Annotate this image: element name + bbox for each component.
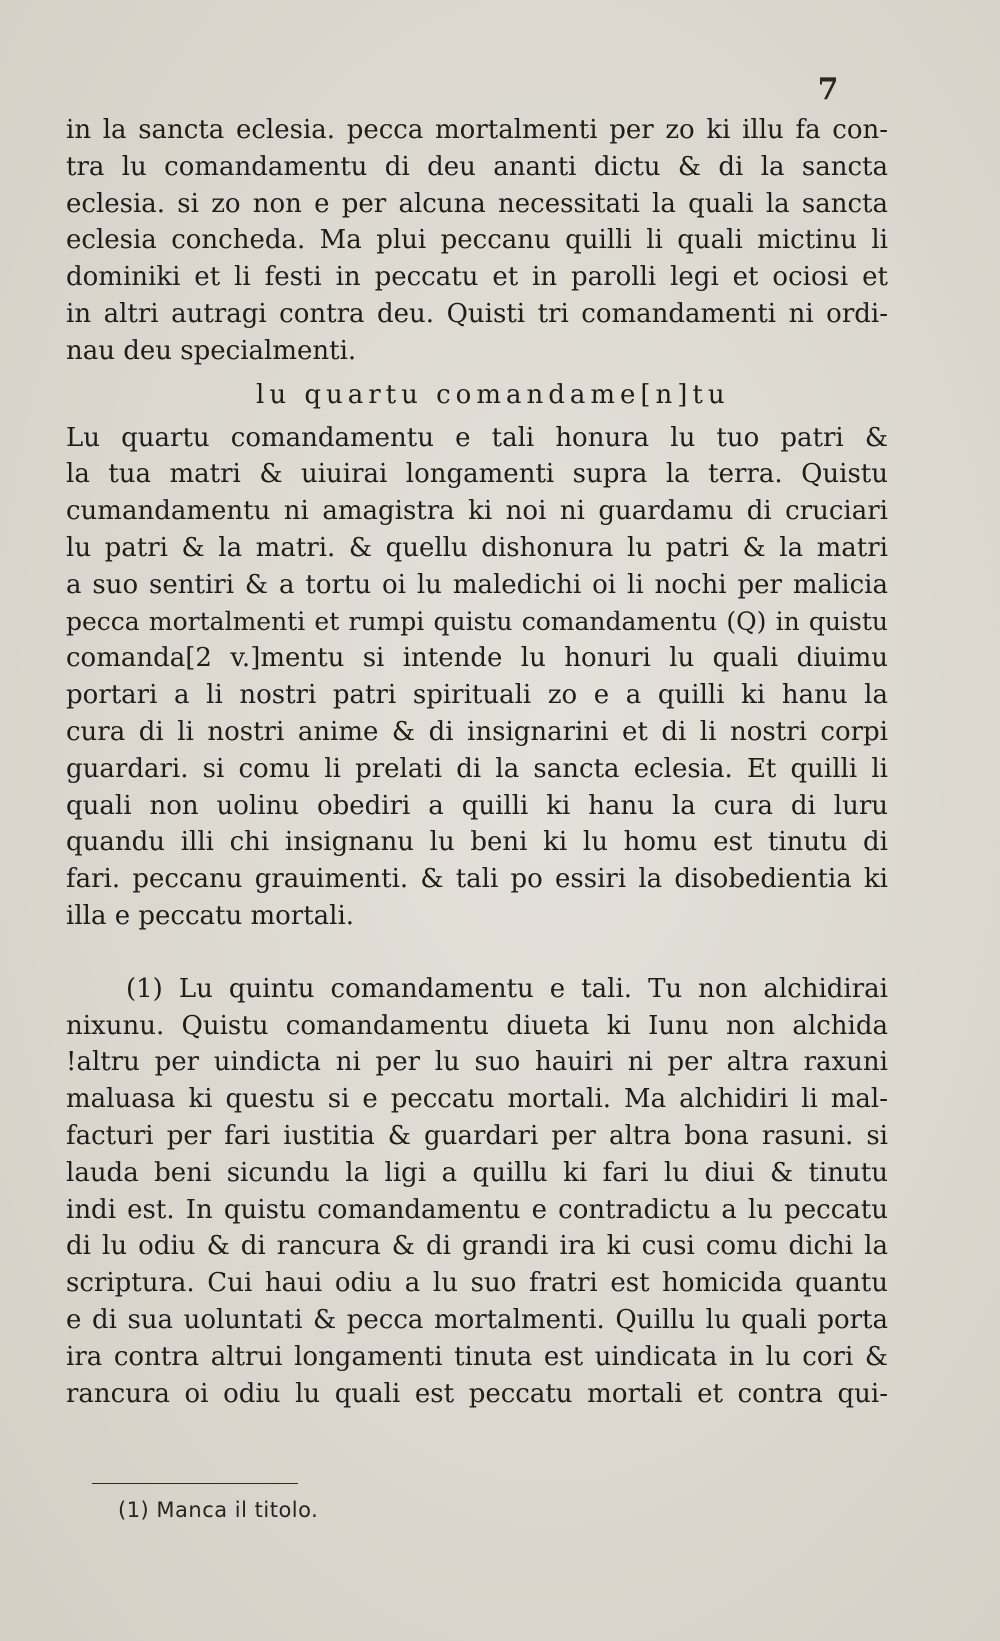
- text-line: dominiki et li festi in peccatu et in parolli legi et ociosi et: [66, 262, 888, 293]
- text-line: (1) Lu quintu comandamentu e tali. Tu non alchidirai: [126, 973, 888, 1004]
- paragraph-1: [66, 112, 888, 370]
- text-line: nixunu. Quistu comandamentu diueta ki Iunu non alchida: [66, 1010, 888, 1041]
- text-line: di lu odiu & di rancura & di grandi ira ki cusi comu dichi la: [66, 1231, 888, 1262]
- text-line: la tua matri & uiuirai longamenti supra la terra. Quistu: [66, 459, 888, 490]
- text-line: !altru per uindicta ni per lu suo hauiri ni per altra raxuni: [66, 1047, 888, 1078]
- text-line: maluasa ki questu si e peccatu mortali. Ma alchidiri li mal-: [66, 1084, 888, 1115]
- section-heading: lu quartu comandame[n]tu: [256, 379, 730, 410]
- page-number: 7: [817, 72, 839, 107]
- footnote: (1) Manca il titolo.: [118, 1498, 319, 1522]
- text-line: lauda beni sicundu la ligi a quillu ki fari lu diui & tinutu: [66, 1157, 888, 1188]
- text-line: Lu quartu comandamentu e tali honura lu tuo patri &: [66, 422, 888, 453]
- footnote-rule: [92, 1483, 298, 1484]
- text-line: guardari. si comu li prelati di la sancta eclesia. Et quilli li: [66, 753, 888, 784]
- text-line: eclesia concheda. Ma plui peccanu quilli li quali mictinu li: [66, 225, 888, 256]
- text-line: quali non uolinu obediri a quilli ki hanu la cura di luru: [66, 790, 888, 821]
- text-line: ira contra altrui longamenti tinuta est uindicata in lu cori &: [66, 1341, 888, 1372]
- body-text: [66, 112, 888, 1412]
- text-line: cumandamentu ni amagistra ki noi ni guardamu di cruciari: [66, 496, 888, 527]
- paragraph-2: [66, 420, 888, 935]
- text-line: tra lu comandamentu di deu ananti dictu & di la sancta: [66, 151, 888, 182]
- text-line: in altri autragi contra deu. Quisti tri comandamenti ni ordi-: [66, 298, 888, 329]
- text-line: cura di li nostri anime & di insignarini et di li nostri corpi: [66, 716, 888, 747]
- text-line: illa e peccatu mortali.: [66, 900, 355, 931]
- text-line: comanda[2 v.]mentu si intende lu honuri lu quali diuimu: [66, 643, 888, 674]
- text-line: scriptura. Cui haui odiu a lu suo fratri est homicida quantu: [66, 1268, 888, 1299]
- text-line: in la sancta eclesia. pecca mortalmenti per zo ki illu fa con-: [66, 115, 888, 145]
- text-line: e di sua uoluntati & pecca mortalmenti. Quillu lu quali porta: [66, 1304, 888, 1335]
- text-line: eclesia. si zo non e per alcuna necessitati la quali la sancta: [66, 188, 888, 219]
- text-line: nau deu specialmenti.: [66, 335, 357, 366]
- text-line: indi est. In quistu comandamentu e contradictu a lu peccatu: [66, 1194, 888, 1225]
- text-line: portari a li nostri patri spirituali zo e a quilli ki hanu la: [66, 680, 888, 711]
- text-line: fari. peccanu grauimenti. & tali po essiri la disobedientia ki: [66, 864, 888, 895]
- text-line: lu patri & la matri. & quellu dishonura lu patri & la matri: [66, 532, 888, 563]
- text-line: a suo sentiri & a tortu oi lu maledichi oi li nochi per malicia: [66, 569, 888, 600]
- paragraph-3: [66, 971, 888, 1413]
- text-line: pecca mortalmenti et rumpi quistu comandamentu (Q) in quistu: [66, 606, 888, 636]
- text-line: quandu illi chi insignanu lu beni ki lu homu est tinutu di: [66, 827, 888, 858]
- text-line: facturi per fari iustitia & guardari per altra bona rasuni. si: [66, 1120, 888, 1151]
- paragraph-gap: [66, 935, 888, 971]
- text-line: rancura oi odiu lu quali est peccatu mortali et contra qui-: [66, 1378, 888, 1409]
